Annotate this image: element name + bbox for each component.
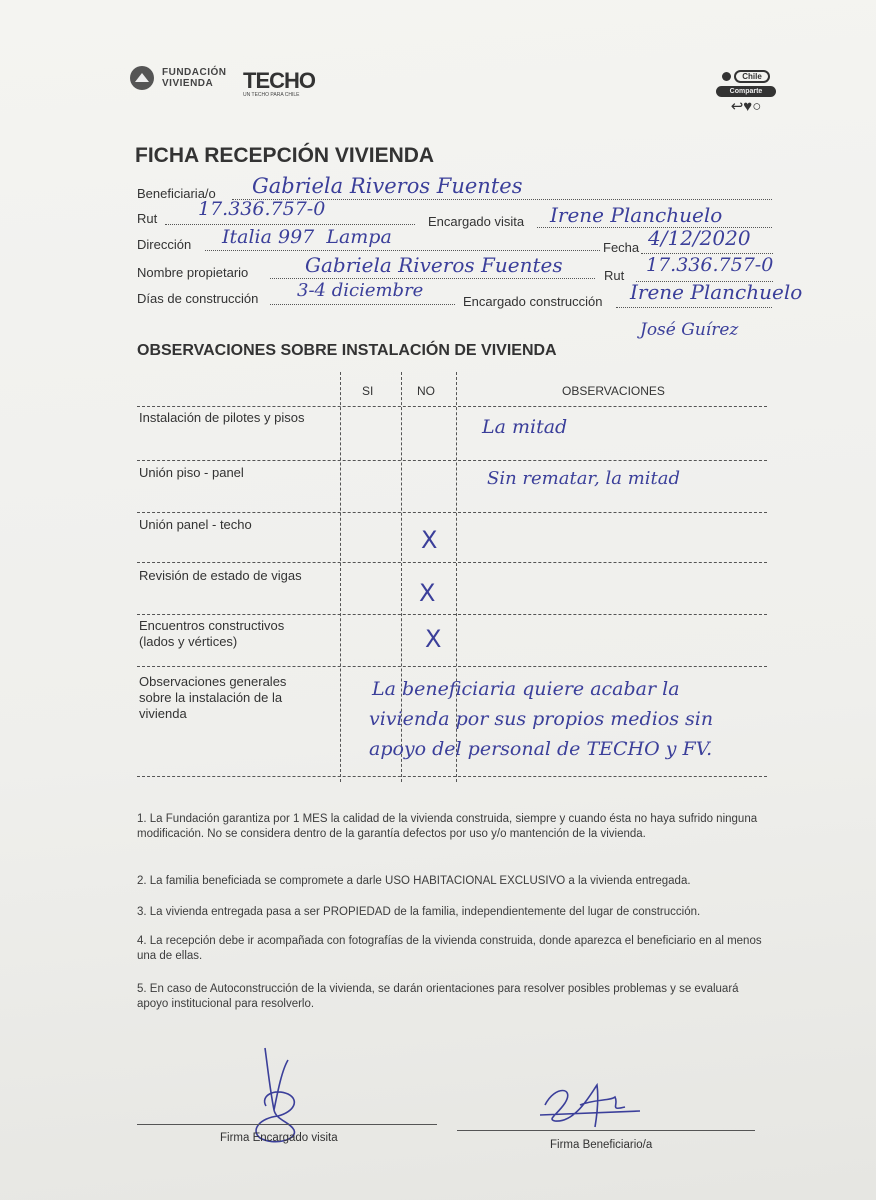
propietario-value: Gabriela Riveros Fuentes: [305, 253, 563, 277]
badge-country: Chile: [734, 70, 770, 83]
header-observaciones: OBSERVACIONES: [562, 384, 665, 398]
dias-label: Días de construcción: [137, 291, 259, 306]
obs-general-line1: La beneficiaria quiere acabar la: [372, 678, 680, 700]
row-label-vigas: Revisión de estado de vigas: [139, 568, 302, 583]
fecha-value: 4/12/2020: [648, 226, 751, 250]
signature-left-label: Firma Encargado visita: [220, 1132, 338, 1144]
obs-piso-panel: Sin rematar, la mitad: [487, 468, 681, 489]
row-divider: [137, 562, 767, 563]
col-divider: [340, 372, 341, 782]
row-divider: [137, 406, 767, 407]
signature-line-right: [457, 1130, 755, 1131]
note-2: 2. La familia beneficiada se compromete a darle USO HABITACIONAL EXCLUSIVO a la vivienda entregada.: [137, 875, 691, 887]
page-title: FICHA RECEPCIÓN VIVIENDA: [135, 144, 435, 167]
signature-right-label: Firma Beneficiario/a: [550, 1139, 653, 1151]
direccion-line: [205, 250, 600, 251]
note-5: 5. En caso de Autoconstrucción de la vivienda, se darán orientaciones para resolver posibles problemas y se evaluará apoyo institucional para resolverlo.: [137, 983, 739, 1010]
badge-label: Comparte: [716, 86, 776, 97]
logo-techo-text: TECHO: [243, 68, 315, 93]
propietario-line: [270, 278, 595, 279]
row-divider: [137, 776, 767, 777]
techo-logo: [243, 68, 315, 98]
rut-line: [165, 224, 415, 225]
row-divider: [137, 666, 767, 667]
rut-label: Rut: [137, 211, 158, 226]
propietario-label: Nombre propietario: [137, 265, 249, 280]
fundacion-vivienda-logo: [130, 66, 227, 90]
encargado-construccion-value2: José Guírez: [640, 320, 739, 340]
row-label-pilotes: Instalación de pilotes y pisos: [139, 410, 305, 425]
house-logo-icon: [130, 66, 154, 90]
rut2-label: Rut: [604, 268, 625, 283]
encargado-construccion-label: Encargado construcción: [463, 294, 603, 309]
no-mark-vigas: X: [419, 579, 436, 607]
logo-fv-line1: FUNDACIÓN: [162, 67, 227, 78]
encargado-visita-value: Irene Planchuelo: [550, 203, 723, 227]
signature-right-drawing: [535, 1075, 645, 1135]
row-label-encuentros: Encuentros constructivos (lados y vértices): [139, 618, 285, 649]
chile-comparte-badge: [716, 70, 776, 115]
row-label-piso-panel: Unión piso - panel: [139, 465, 244, 480]
share-heart-icon: ↩♥○: [730, 98, 762, 115]
note-3: 3. La vivienda entregada pasa a ser PROPIEDAD de la familia, independientemente del lugar de construcción.: [137, 906, 701, 918]
obs-general-line3: apoyo del personal de TECHO y FV.: [369, 738, 713, 760]
row-divider: [137, 512, 767, 513]
direccion-label: Dirección: [137, 237, 192, 252]
obs-general-line2: vivienda por sus propios medios sin: [369, 708, 714, 730]
note-1: 1. La Fundación garantiza por 1 MES la calidad de la vivienda construida, siempre y cuando ésta no haya sufrido ninguna modificación. No se considera dentro de la garantía defectos por uso y/o mantención de la vivienda.: [137, 813, 758, 840]
signature-line-left: [137, 1124, 437, 1125]
header-no: NO: [417, 384, 435, 398]
note-4: 4. La recepción debe ir acompañada con fotografías de la vivienda construida, donde aparezca el beneficiario en al menos una de ellas.: [137, 935, 762, 962]
encargado-construccion-line: [616, 307, 772, 308]
no-mark-panel-techo: X: [421, 526, 438, 554]
row-divider: [137, 614, 767, 615]
encargado-construccion-value1: Irene Planchuelo: [630, 280, 803, 304]
observaciones-title: OBSERVACIONES SOBRE INSTALACIÓN DE VIVIENDA: [137, 342, 557, 359]
dot-icon: [722, 72, 731, 81]
rut2-value: 17.336.757-0: [646, 254, 774, 276]
direccion-value: Italia 997 Lampa: [222, 226, 392, 248]
no-mark-encuentros: X: [425, 625, 442, 653]
beneficiario-value: Gabriela Riveros Fuentes: [252, 174, 523, 198]
row-label-generales: Observaciones generales sobre la instalación de la vivienda: [139, 674, 287, 721]
obs-pilotes: La mitad: [482, 416, 568, 438]
dias-value: 3-4 diciembre: [297, 280, 424, 301]
beneficiario-label: Beneficiaria/o: [137, 186, 216, 201]
row-label-panel-techo: Unión panel - techo: [139, 517, 252, 532]
dias-line: [270, 304, 455, 305]
logo-techo-tagline: UN TECHO PARA CHILE: [243, 92, 300, 98]
logo-fv-line2: VIVIENDA: [162, 78, 214, 89]
row-divider: [137, 460, 767, 461]
header-si: SI: [362, 384, 374, 398]
fecha-label: Fecha: [603, 240, 640, 255]
observaciones-table: [137, 372, 767, 782]
rut-value: 17.336.757-0: [198, 198, 326, 220]
encargado-visita-label: Encargado visita: [428, 214, 525, 229]
